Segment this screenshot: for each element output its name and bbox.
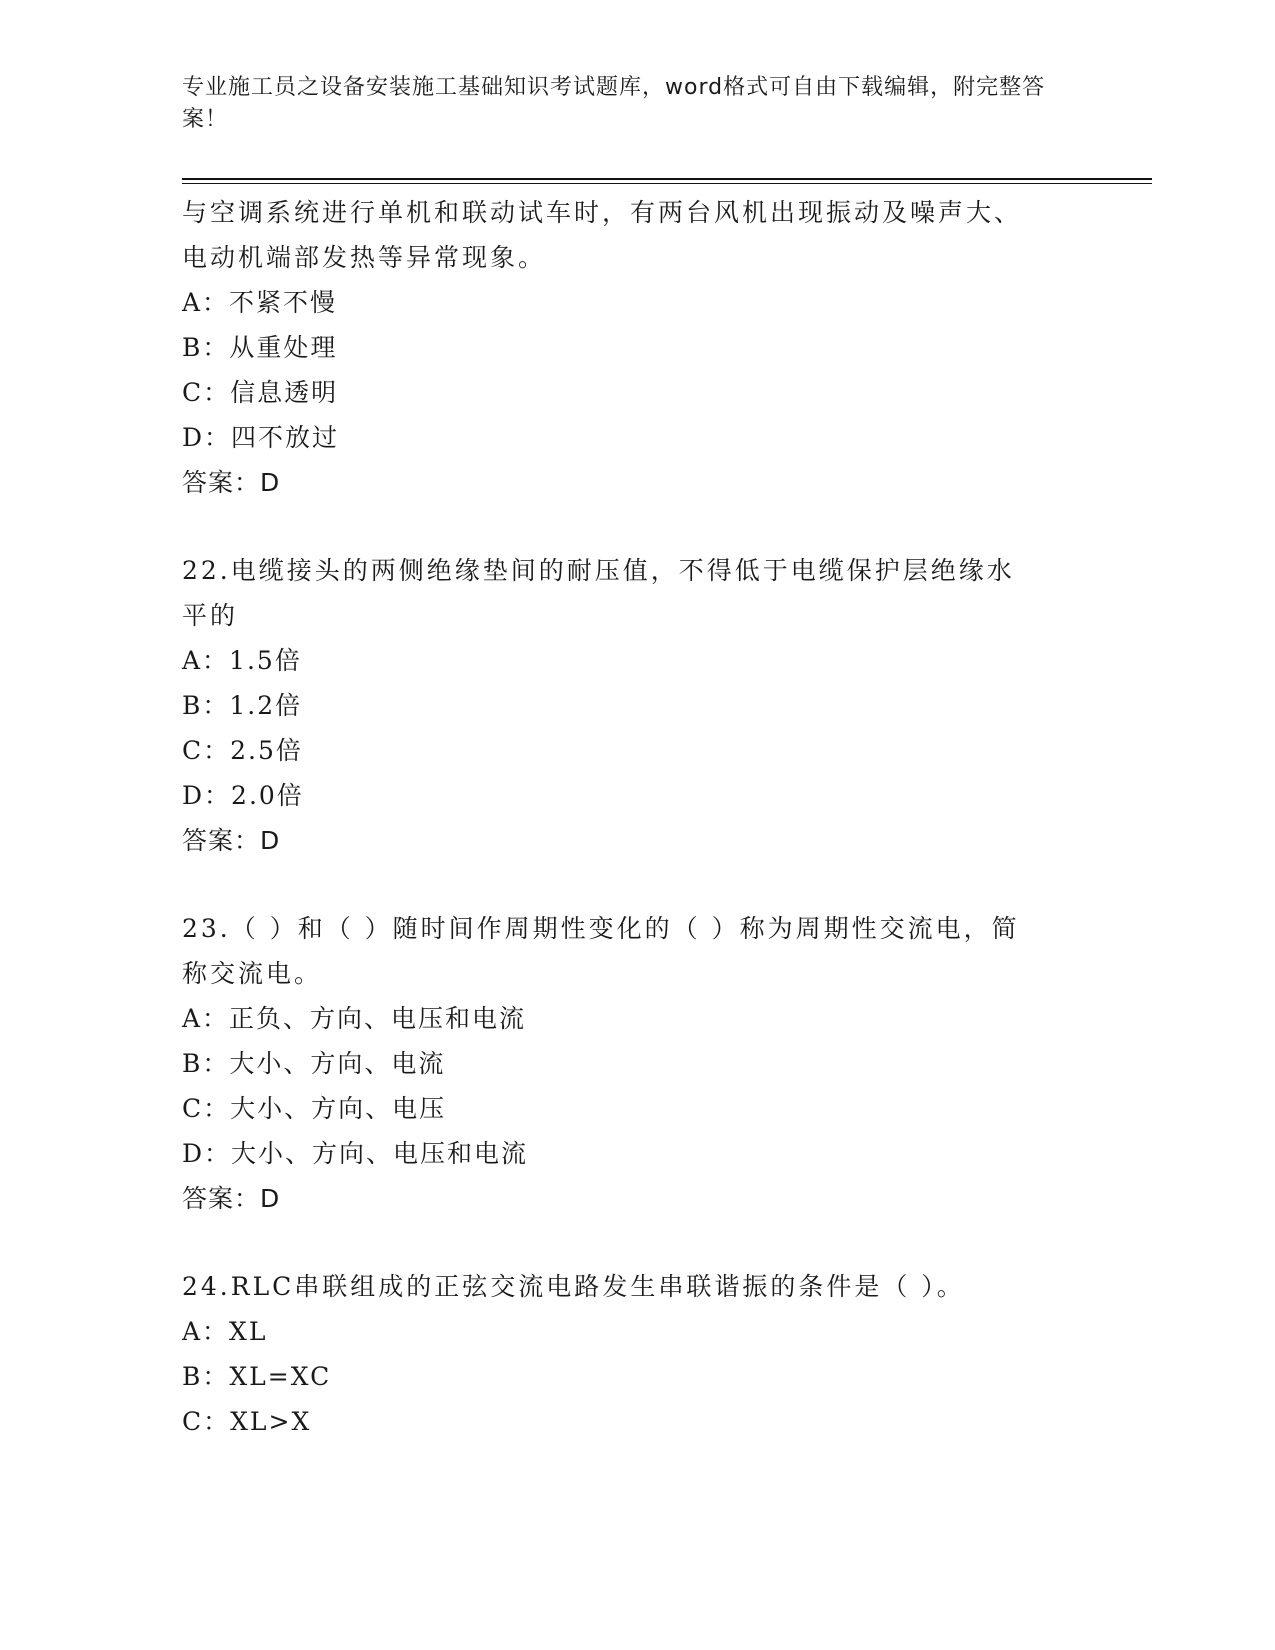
question-text-line: 电动机端部发热等异常现象。 xyxy=(182,243,547,272)
option-b: B：1.2倍 xyxy=(182,691,303,720)
document-content xyxy=(182,190,1062,1444)
answer-line: 答案：D xyxy=(182,826,281,855)
question-23 xyxy=(182,906,1062,1221)
option-a: A：XL xyxy=(182,1317,268,1346)
option-b: B：大小、方向、电流 xyxy=(182,1049,446,1078)
option-a: A：1.5倍 xyxy=(182,646,302,675)
option-a: A：不紧不慢 xyxy=(182,288,338,317)
spacer xyxy=(182,863,1062,906)
option-d: D：2.0倍 xyxy=(182,781,304,810)
option-c: C：2.5倍 xyxy=(182,736,303,765)
document-header: 专业施工员之设备安装施工基础知识考试题库，word格式可自由下载编辑，附完整答案！ xyxy=(182,75,1046,132)
question-text-line: 与空调系统进行单机和联动试车时，有两台风机出现振动及噪声大、 xyxy=(182,198,1023,227)
answer-line: 答案：D xyxy=(182,1184,281,1213)
question-text: 22.电缆接头的两侧绝缘垫间的耐压值，不得低于电缆保护层绝缘水平的 xyxy=(182,556,1015,630)
question-text: 23.（ ）和（ ）随时间作周期性变化的（ ）称为周期性交流电，简称交流电。 xyxy=(182,914,1020,988)
option-d: D：大小、方向、电压和电流 xyxy=(182,1139,529,1168)
option-a: A：正负、方向、电压和电流 xyxy=(182,1004,527,1033)
option-c: C：大小、方向、电压 xyxy=(182,1094,447,1123)
answer-line: 答案：D xyxy=(182,468,281,497)
question-24 xyxy=(182,1264,1062,1444)
option-b: B：XL=XC xyxy=(182,1362,332,1391)
spacer xyxy=(182,1221,1062,1264)
question-22 xyxy=(182,548,1062,863)
question-continued xyxy=(182,190,1062,505)
header-rule-thick xyxy=(182,178,1152,180)
option-c: C：XL>X xyxy=(182,1407,312,1436)
question-text: 24.RLC串联组成的正弦交流电路发生串联谐振的条件是（ ）。 xyxy=(182,1272,965,1301)
spacer xyxy=(182,505,1062,548)
option-d: D：四不放过 xyxy=(182,423,340,452)
option-c: C：信息透明 xyxy=(182,378,339,407)
header-rule-thin xyxy=(182,183,1152,184)
option-b: B：从重处理 xyxy=(182,333,338,362)
